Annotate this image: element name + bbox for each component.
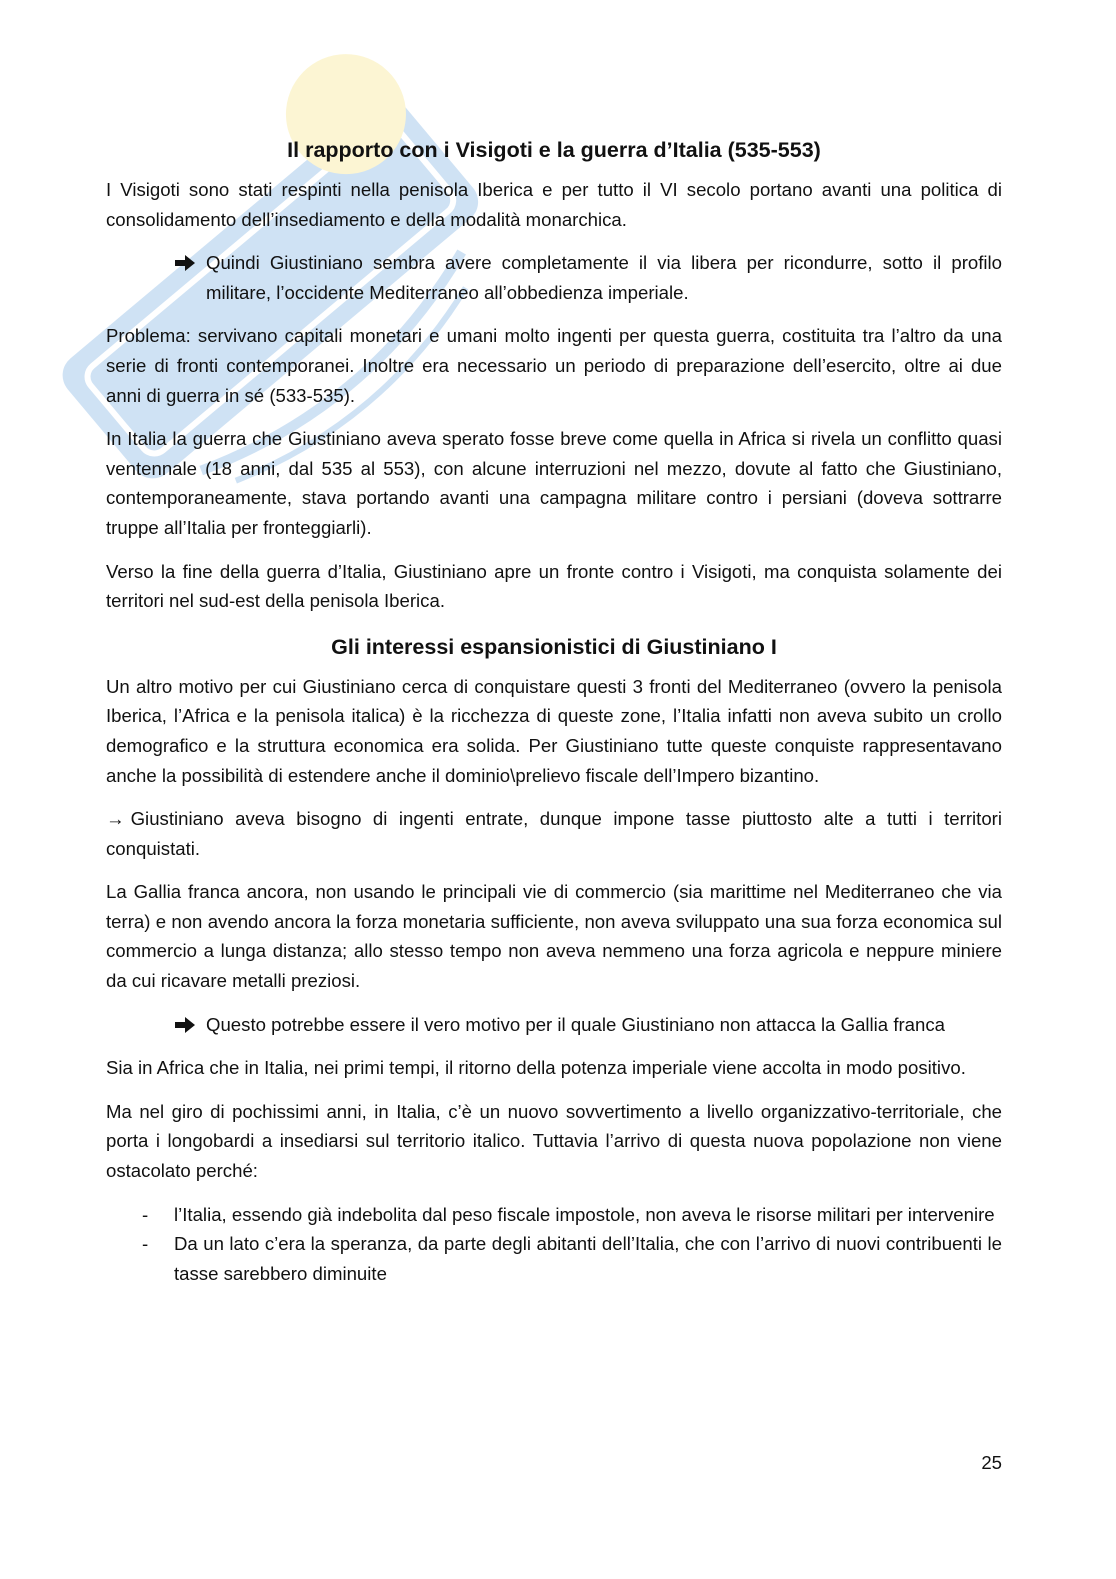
thin-right-arrow-icon: → bbox=[106, 808, 125, 830]
section-title-visigoti: Il rapporto con i Visigoti e la guerra d’Italia (535-553) bbox=[287, 138, 821, 162]
list-marker: - bbox=[142, 1203, 149, 1225]
arrow-note-text: Questo potrebbe essere il vero motivo per il quale Giustiniano non attacca la Gallia franca bbox=[206, 1013, 945, 1035]
bold-right-arrow-icon bbox=[174, 1016, 196, 1034]
arrow-note bbox=[174, 248, 1002, 307]
arrow-note bbox=[174, 1010, 1002, 1040]
list-item bbox=[106, 1200, 1002, 1230]
paragraph: Ma nel giro di pochissimi anni, in Italia, c’è un nuovo sovvertimento a livello organizzativo-territoriale, che porta i longobardi a insediarsi sul territorio italico. Tuttavia l’arrivo di questa nuova popolazione non viene ostacolato perché: bbox=[106, 1100, 1002, 1182]
arrow-note-text: Quindi Giustiniano sembra avere completamente il via libera per ricondurre, sotto il profilo militare, l’occidente Mediterraneo all’obbedienza imperiale. bbox=[206, 252, 1002, 303]
section-title-interessi: Gli interessi espansionistici di Giustiniano I bbox=[331, 634, 777, 659]
paragraph: Un altro motivo per cui Giustiniano cerca di conquistare questi 3 fronti del Mediterraneo (ovvero la penisola Iberica, l’Africa e la penisola italica) è la ricchezza di queste zone, l’Italia infatti non aveva subito un crollo demografico e la struttura economica era solida. Per Giustiniano tutte queste conquiste rappresentavano anche la possibilità di estendere anche il dominio\prelievo fiscale dell’Impero bizantino. bbox=[106, 675, 1002, 786]
document-body bbox=[106, 133, 1002, 1288]
bold-right-arrow-icon bbox=[174, 254, 196, 272]
list-item-text: l’Italia, essendo già indebolita dal peso fiscale impostole, non aveva le risorse militari per intervenire bbox=[174, 1203, 995, 1225]
paragraph: I Visigoti sono stati respinti nella penisola Iberica e per tutto il VI secolo portano avanti una politica di consolidamento dell’insediamento e della modalità monarchica. bbox=[106, 179, 1002, 230]
paragraph: Verso la fine della guerra d’Italia, Giustiniano apre un fronte contro i Visigoti, ma conquista solamente dei territori nel sud-est della penisola Iberica. bbox=[106, 560, 1002, 612]
paragraph: La Gallia franca ancora, non usando le principali vie di commercio (sia marittime nel Mediterraneo che via terra) e non avendo ancora la forza monetaria sufficiente, non aveva sviluppato una sua forza economica sul commercio a lunga distanza; allo stesso tempo non aveva nemmeno una forza agricola e neppure miniere da cui ricavare metalli preziosi. bbox=[106, 881, 1002, 992]
arrow-paragraph-text: Giustiniano aveva bisogno di ingenti entrate, dunque impone tasse piuttosto alte a tutti i territori conquistati. bbox=[106, 808, 1002, 859]
arrow-paragraph bbox=[106, 804, 1002, 863]
paragraph: Sia in Africa che in Italia, nei primi tempi, il ritorno della potenza imperiale viene accolta in modo positivo. bbox=[106, 1057, 966, 1079]
page-number: 25 bbox=[981, 1452, 1002, 1473]
list-item-text: Da un lato c’era la speranza, da parte degli abitanti dell’Italia, che con l’arrivo di nuovi contribuenti le tasse sarebbero diminuite bbox=[174, 1233, 1002, 1284]
paragraph: Problema: servivano capitali monetari e umani molto ingenti per questa guerra, costituita tra l’altro da una serie di fronti contemporanei. Inoltre era necessario un periodo di preparazione dell’esercito, oltre ai due anni di guerra in sé (533-535). bbox=[106, 325, 1002, 406]
dash-list bbox=[106, 1200, 1002, 1289]
list-marker: - bbox=[142, 1233, 149, 1255]
paragraph: In Italia la guerra che Giustiniano aveva sperato fosse breve come quella in Africa si rivela un conflitto quasi ventennale (18 anni, dal 535 al 553), con alcune interruzioni nel mezzo, dovute al fatto che Giustiniano, contemporaneamente, stava portando avanti una campagna militare contro i persiani (doveva sottrarre truppe all’Italia per fronteggiarli). bbox=[106, 428, 1002, 538]
list-item bbox=[106, 1229, 1002, 1288]
